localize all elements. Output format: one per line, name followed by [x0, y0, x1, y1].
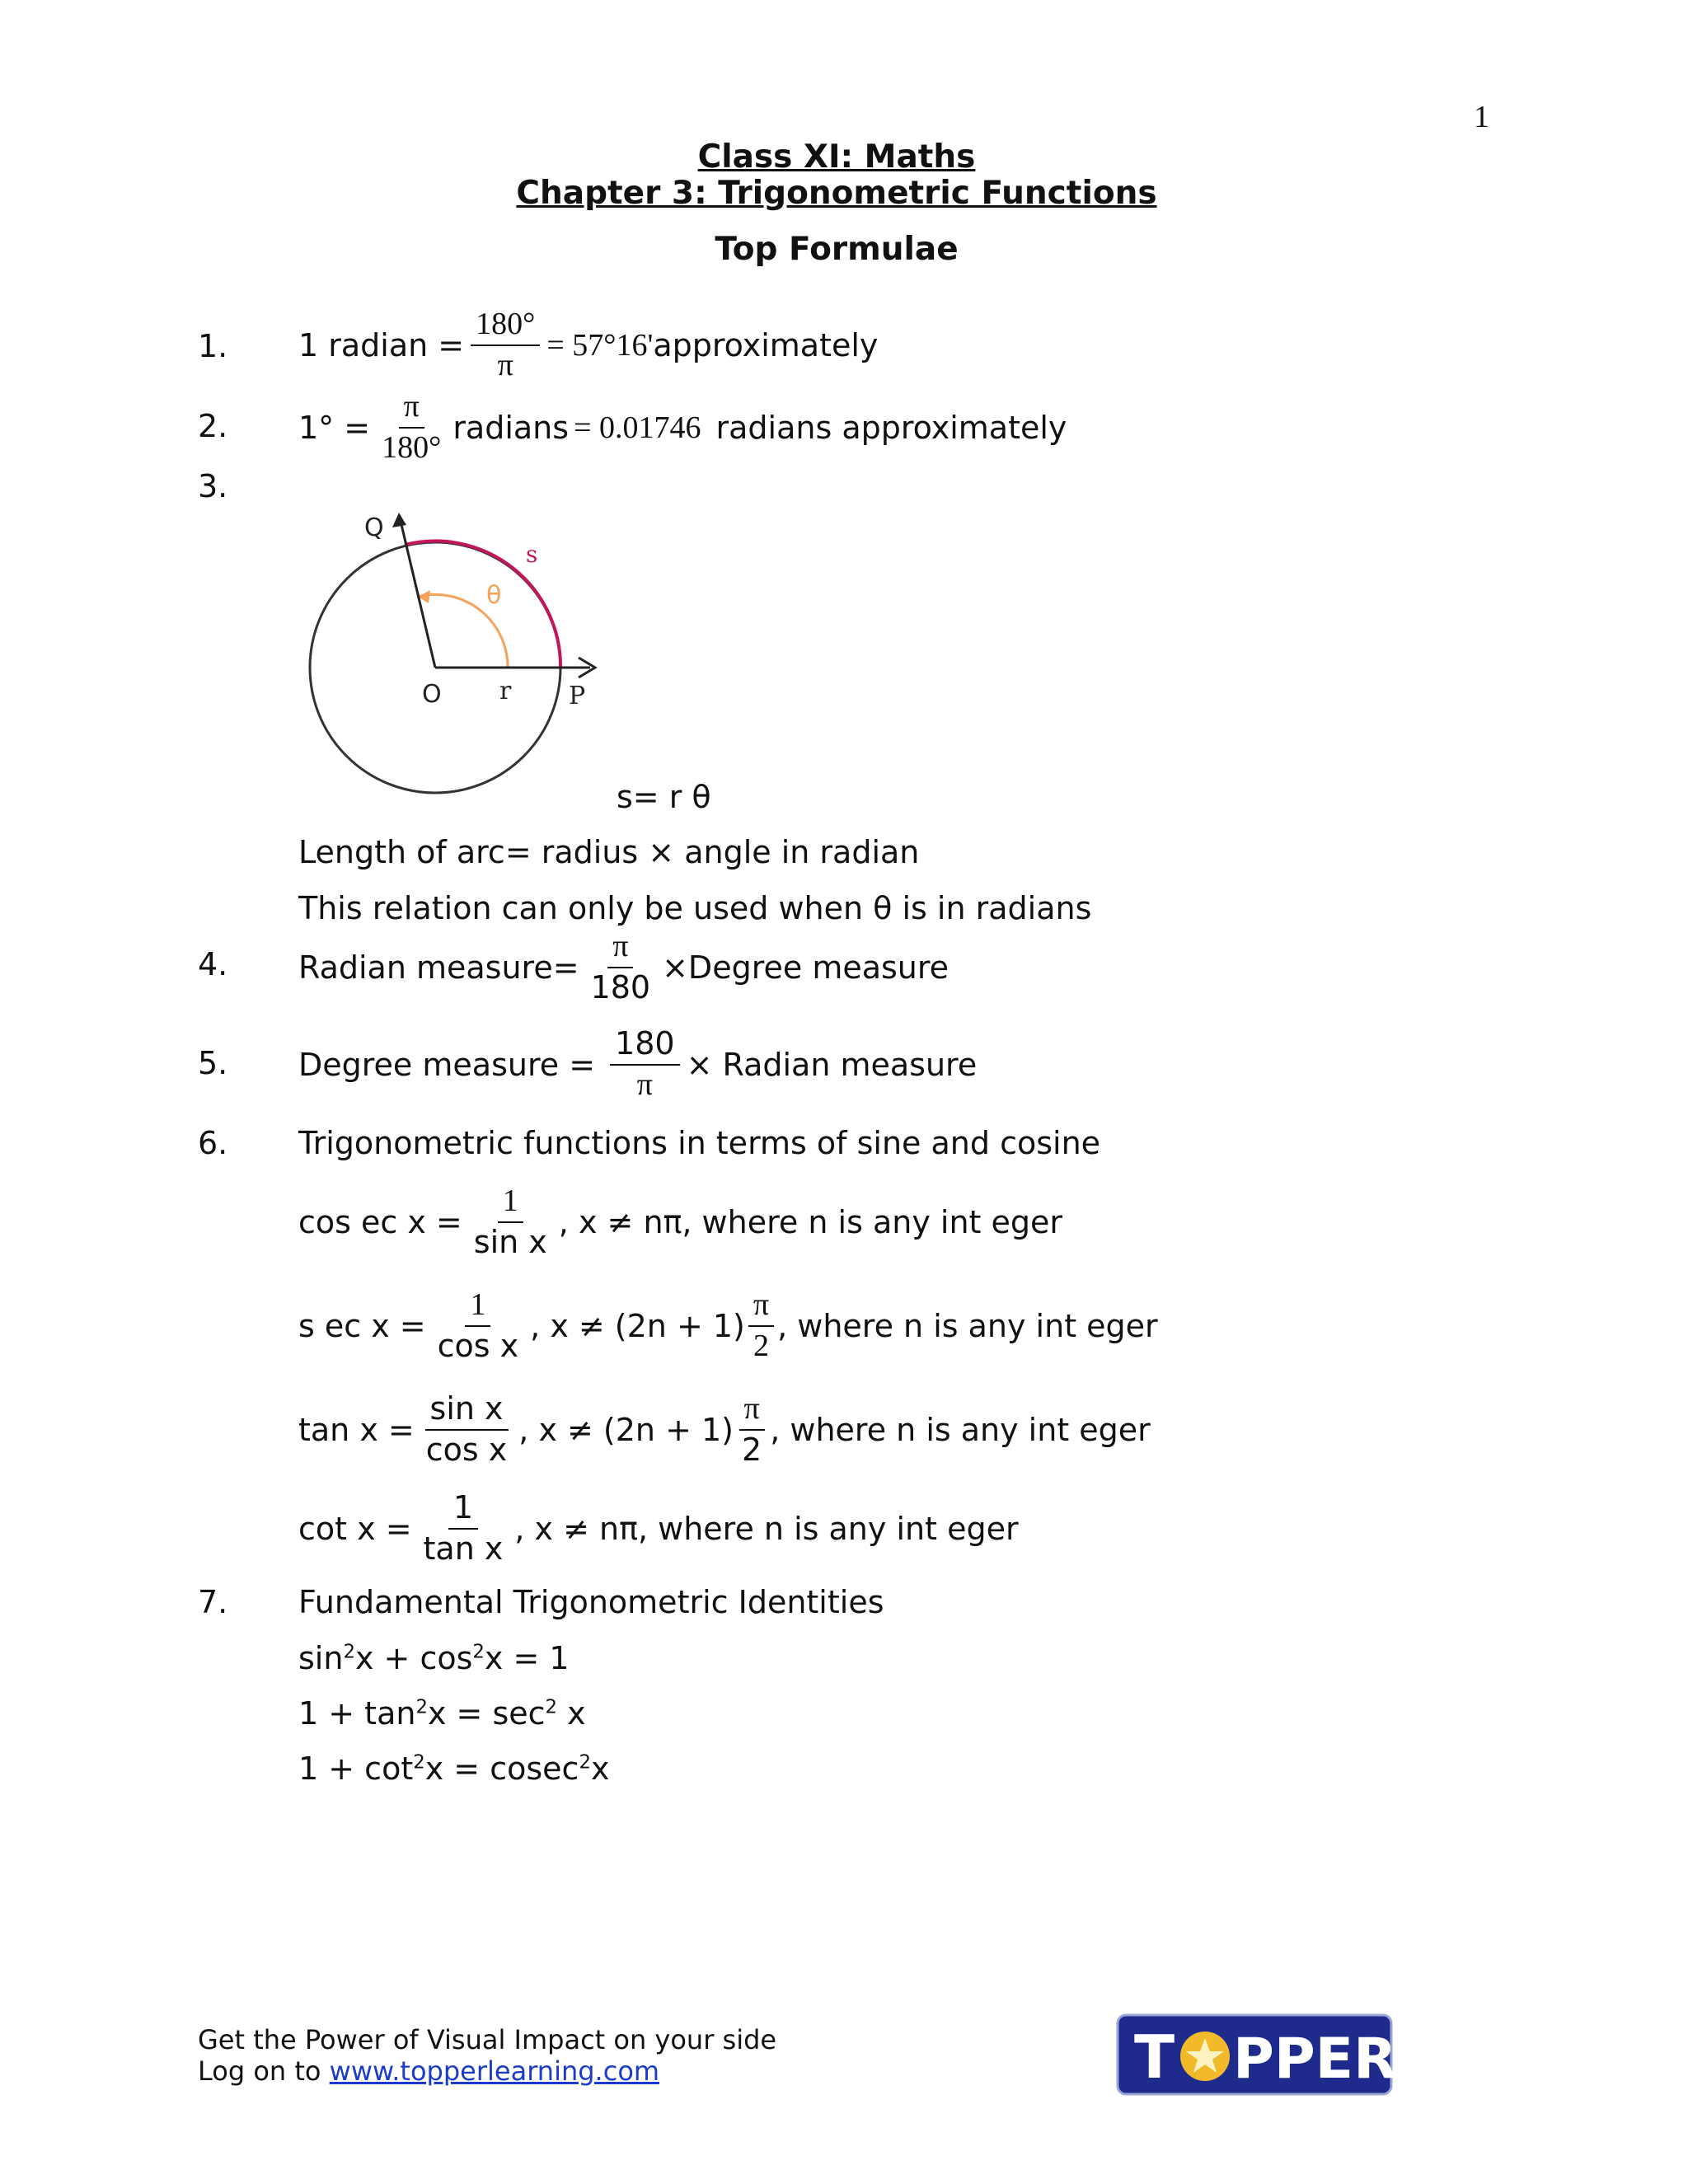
label-o: O — [422, 680, 442, 709]
formula-2-tail: radians approximately — [715, 409, 1067, 446]
arrow-q — [392, 513, 406, 527]
label-q: Q — [364, 513, 384, 542]
cosec-num: 1 — [498, 1183, 523, 1223]
formula-1-num: 180° — [471, 307, 540, 346]
formula-5 — [298, 1026, 977, 1103]
formula-1-den: π — [497, 347, 513, 382]
identity-2-exp2: 2 — [545, 1696, 558, 1718]
identity-3-e: x — [590, 1750, 610, 1787]
formula-1-tail: approximately — [653, 326, 879, 363]
item-number-2: 2. — [198, 408, 228, 444]
cosec-rhs: , x ≠ nπ, where n is any int eger — [558, 1203, 1063, 1240]
logo-text-pper: PPER — [1233, 2027, 1393, 2092]
identity-1 — [298, 1640, 570, 1676]
doc-subtitle: Top Formulae — [715, 231, 959, 268]
sec-pi-den: 2 — [753, 1328, 769, 1363]
item-number-5: 5. — [198, 1045, 228, 1081]
section-7-heading: Fundamental Trigonometric Identities — [298, 1584, 884, 1620]
topper-logo-graphic — [1116, 2013, 1393, 2096]
formula-2-den: 180° — [382, 429, 442, 465]
formula-5-num: 180 — [610, 1026, 680, 1066]
formula-cosec — [298, 1183, 1062, 1260]
logo-text-t: T — [1134, 2022, 1175, 2092]
footer-link-prefix: Log on to — [198, 2055, 330, 2087]
identity-3-c: x = cosec — [424, 1750, 579, 1787]
formula-4-fraction — [586, 929, 656, 1005]
tan-den: cos x — [425, 1431, 508, 1468]
formula-4-den: 180 — [590, 968, 651, 1005]
identity-2-a: 1 + tan — [298, 1695, 416, 1732]
identity-3-a: 1 + cot — [298, 1750, 414, 1787]
radians-note: This relation can only be used when θ is in radians — [298, 890, 1092, 926]
formula-1-lhs: 1 radian = — [298, 326, 465, 363]
doc-title-class: Class XI: Maths — [697, 138, 976, 176]
formula-1 — [298, 307, 878, 383]
formula-4 — [298, 929, 949, 1005]
formula-1-rhs: = 57°16' — [546, 327, 654, 363]
topperlearning-link[interactable]: www.topperlearning.com — [329, 2055, 660, 2087]
label-p: P — [569, 682, 586, 710]
sec-rhs: , where n is any int eger — [777, 1307, 1158, 1344]
section-6-heading: Trigonometric functions in terms of sine and cosine — [298, 1125, 1101, 1161]
sec-fraction — [433, 1287, 524, 1364]
footer-tagline: Get the Power of Visual Impact on your side — [198, 2024, 777, 2055]
formula-2 — [298, 389, 1067, 466]
sec-pi-fraction — [748, 1287, 774, 1364]
cot-lhs: cot x = — [298, 1510, 412, 1547]
identity-3-exp2: 2 — [579, 1751, 591, 1774]
cot-num: 1 — [448, 1490, 478, 1530]
tan-pi-den: 2 — [742, 1431, 762, 1468]
cosec-fraction — [469, 1183, 552, 1260]
tan-condition: , x ≠ (2n + 1) — [518, 1411, 734, 1448]
cot-rhs: , x ≠ nπ, where n is any int eger — [514, 1510, 1019, 1547]
formula-cot — [298, 1490, 1019, 1567]
sec-lhs: s ec x = — [298, 1307, 426, 1344]
item-number-6: 6. — [198, 1125, 228, 1161]
formula-4-rhs: ×Degree measure — [662, 949, 950, 986]
identity-1-e: x = 1 — [484, 1640, 570, 1676]
footer-link-line — [198, 2055, 659, 2087]
formula-1-fraction — [471, 307, 540, 383]
formula-2-value: = 0.01746 — [574, 410, 701, 445]
cosec-lhs: cos ec x = — [298, 1203, 462, 1240]
identity-2 — [298, 1695, 586, 1732]
cot-den: tan x — [423, 1530, 504, 1567]
arc-length-statement: Length of arc= radius × angle in radian — [298, 834, 920, 870]
formula-4-lhs: Radian measure= — [298, 949, 579, 986]
sec-den: cos x — [437, 1327, 519, 1364]
label-theta: θ — [486, 581, 502, 610]
sec-num: 1 — [465, 1287, 490, 1327]
formula-5-den: π — [636, 1066, 653, 1102]
tan-fraction — [421, 1391, 513, 1468]
topper-logo[interactable] — [1116, 2013, 1393, 2096]
sec-condition: , x ≠ (2n + 1) — [530, 1307, 745, 1344]
tan-rhs: , where n is any int eger — [770, 1411, 1151, 1448]
formula-5-fraction — [610, 1026, 680, 1103]
identity-1-exp2: 2 — [472, 1641, 485, 1663]
formula-tan — [298, 1391, 1151, 1468]
formula-sec — [298, 1287, 1158, 1364]
tan-pi-fraction — [737, 1391, 767, 1468]
item-number-4: 4. — [198, 946, 228, 982]
label-r: r — [499, 677, 512, 705]
identity-1-a: sin — [298, 1640, 344, 1676]
identity-2-exp1: 2 — [415, 1696, 428, 1718]
cot-fraction — [419, 1490, 509, 1567]
formula-4-num: π — [607, 929, 633, 968]
identity-1-c: x + cos — [354, 1640, 473, 1676]
identity-3 — [298, 1750, 609, 1787]
tan-lhs: tan x = — [298, 1411, 415, 1448]
formula-2-lhs: 1° = — [298, 409, 371, 446]
formula-2-num: π — [399, 389, 424, 429]
tan-pi-num: π — [739, 1391, 765, 1431]
identity-3-exp1: 2 — [413, 1751, 425, 1774]
cosec-den: sin x — [473, 1223, 547, 1260]
identity-1-exp1: 2 — [343, 1641, 355, 1663]
formula-5-rhs: × Radian measure — [686, 1046, 978, 1083]
arc-diagram — [297, 511, 610, 808]
formula-5-lhs: Degree measure = — [298, 1046, 596, 1083]
arc-length-equation: s= r θ — [617, 779, 711, 815]
item-number-3: 3. — [198, 468, 228, 504]
identity-2-e: x — [557, 1695, 586, 1732]
sec-pi-num: π — [748, 1287, 774, 1327]
tan-num: sin x — [425, 1391, 509, 1431]
label-s: s — [526, 541, 538, 568]
identity-2-c: x = sec — [427, 1695, 546, 1732]
item-number-7: 7. — [198, 1584, 228, 1620]
page-number: 1 — [1474, 100, 1489, 134]
doc-title-chapter: Chapter 3: Trigonometric Functions — [516, 175, 1157, 212]
formula-2-mid: radians — [452, 409, 570, 446]
formula-2-fraction — [377, 389, 446, 466]
item-number-1: 1. — [198, 328, 228, 364]
